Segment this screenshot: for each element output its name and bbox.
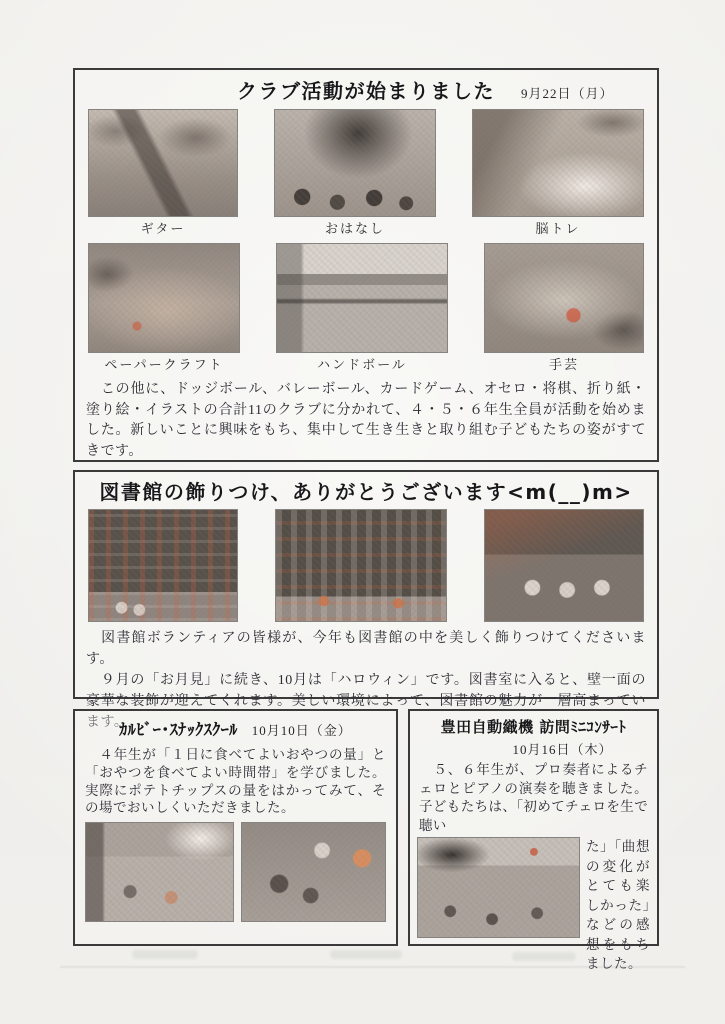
photo-concert-piano-audience bbox=[417, 837, 580, 938]
caption-brain-training: 脳トレ bbox=[535, 221, 581, 236]
bleed-through-line bbox=[60, 966, 685, 968]
club-date: 9月22日（月） bbox=[521, 86, 614, 101]
caption-papercraft: ペーパークラフト bbox=[104, 357, 224, 372]
snack-photo-row bbox=[83, 822, 388, 922]
library-title: 図書館の飾りつけ、ありがとうございます<m(__)m> bbox=[99, 480, 633, 504]
snack-body-text: ４年生が「１日に食べてよいおやつの量」と「おやつを食べてよい時間帯」を学びました。実際にポテトチップスの量をはかってみて、その場でおいしくいただきました。 bbox=[85, 747, 386, 816]
snack-photo-1 bbox=[85, 822, 234, 922]
library-photo-3 bbox=[484, 509, 644, 622]
club-photo-brain-training bbox=[472, 109, 644, 237]
photo-handball-club bbox=[276, 243, 448, 353]
library-body-line-2: ９月の「お月見」に続き、10月は「ハロウィン」です。図書室に入ると、壁一面の豪華な装飾が迎えてくれます。美しい環境によって、図書館の魅力が一層高まっています。 bbox=[86, 673, 646, 730]
club-photo-row-1 bbox=[84, 109, 648, 237]
photo-library-ceiling-decor bbox=[484, 509, 644, 622]
snack-title: ｶﾙﾋﾞｰ･ｽﾅｯｸｽｸｰﾙ bbox=[119, 720, 238, 739]
photo-storytelling-club bbox=[274, 109, 436, 217]
photo-handicraft-club bbox=[484, 243, 644, 353]
section-snack-school bbox=[73, 709, 398, 946]
photo-brain-training-club bbox=[472, 109, 644, 217]
club-photo-row-2 bbox=[84, 243, 648, 373]
concert-body-intro: ５、６年生が、プロ奏者によるチェロとピアノの演奏を聴きました。子どもたちは、「初めてチェロを生で聴い bbox=[419, 762, 648, 833]
bleed-through-mark bbox=[512, 952, 576, 961]
caption-storytelling: おはなし bbox=[324, 221, 385, 236]
snack-photo-2 bbox=[241, 822, 386, 922]
club-photo-guitar bbox=[88, 109, 238, 237]
club-header bbox=[84, 75, 648, 104]
club-title: クラブ活動が始まりました bbox=[237, 79, 495, 103]
bleed-through-mark bbox=[132, 950, 198, 959]
caption-guitar: ギター bbox=[140, 221, 186, 236]
snack-date: 10月10日（金） bbox=[251, 723, 352, 738]
photo-snack-lesson-gym bbox=[85, 822, 234, 922]
photo-library-halloween-wall bbox=[275, 509, 447, 622]
photo-guitar-club bbox=[88, 109, 238, 217]
section-mini-concert bbox=[408, 709, 659, 971]
caption-handball: ハンドボール bbox=[317, 357, 407, 372]
section-club-activities bbox=[73, 68, 659, 462]
library-photo-2 bbox=[275, 509, 447, 622]
club-body-text: この他に、ドッジボール、バレーボール、カードゲーム、オセロ・将棋、折り紙・塗り絵・イラストの合計11のクラブに分かれて、４・５・６年生全員が活動を始めました。新しいことに興味をもち、集中して生き生きと取り組む子どもたちの姿がすてきです。 bbox=[86, 382, 646, 459]
photo-papercraft-club bbox=[88, 243, 240, 353]
club-photo-handball bbox=[276, 243, 448, 373]
caption-handicraft: 手芸 bbox=[548, 357, 579, 372]
photo-library-wall-volunteers bbox=[88, 509, 238, 622]
club-photo-papercraft bbox=[88, 243, 240, 373]
snack-header bbox=[83, 717, 388, 740]
bleed-through-mark bbox=[330, 950, 402, 959]
club-photo-handicraft bbox=[484, 243, 644, 373]
club-photo-storytelling bbox=[274, 109, 436, 237]
library-photo-1 bbox=[88, 509, 238, 622]
library-photo-row bbox=[84, 509, 648, 622]
photo-snack-tasting-group bbox=[241, 822, 386, 922]
concert-date: 10月16日（木） bbox=[512, 742, 613, 757]
concert-title: 豊田自動織機 訪問ﾐﾆｺﾝｻｰﾄ bbox=[440, 718, 627, 736]
concert-body-beside: た」「曲想の変化がとても楽しかった」などの感想をもちました。 bbox=[586, 839, 650, 971]
library-body-line-1: 図書館ボランティアの皆様が、今年も図書館の中を美しく飾りつけてくださいます。 bbox=[86, 631, 646, 667]
